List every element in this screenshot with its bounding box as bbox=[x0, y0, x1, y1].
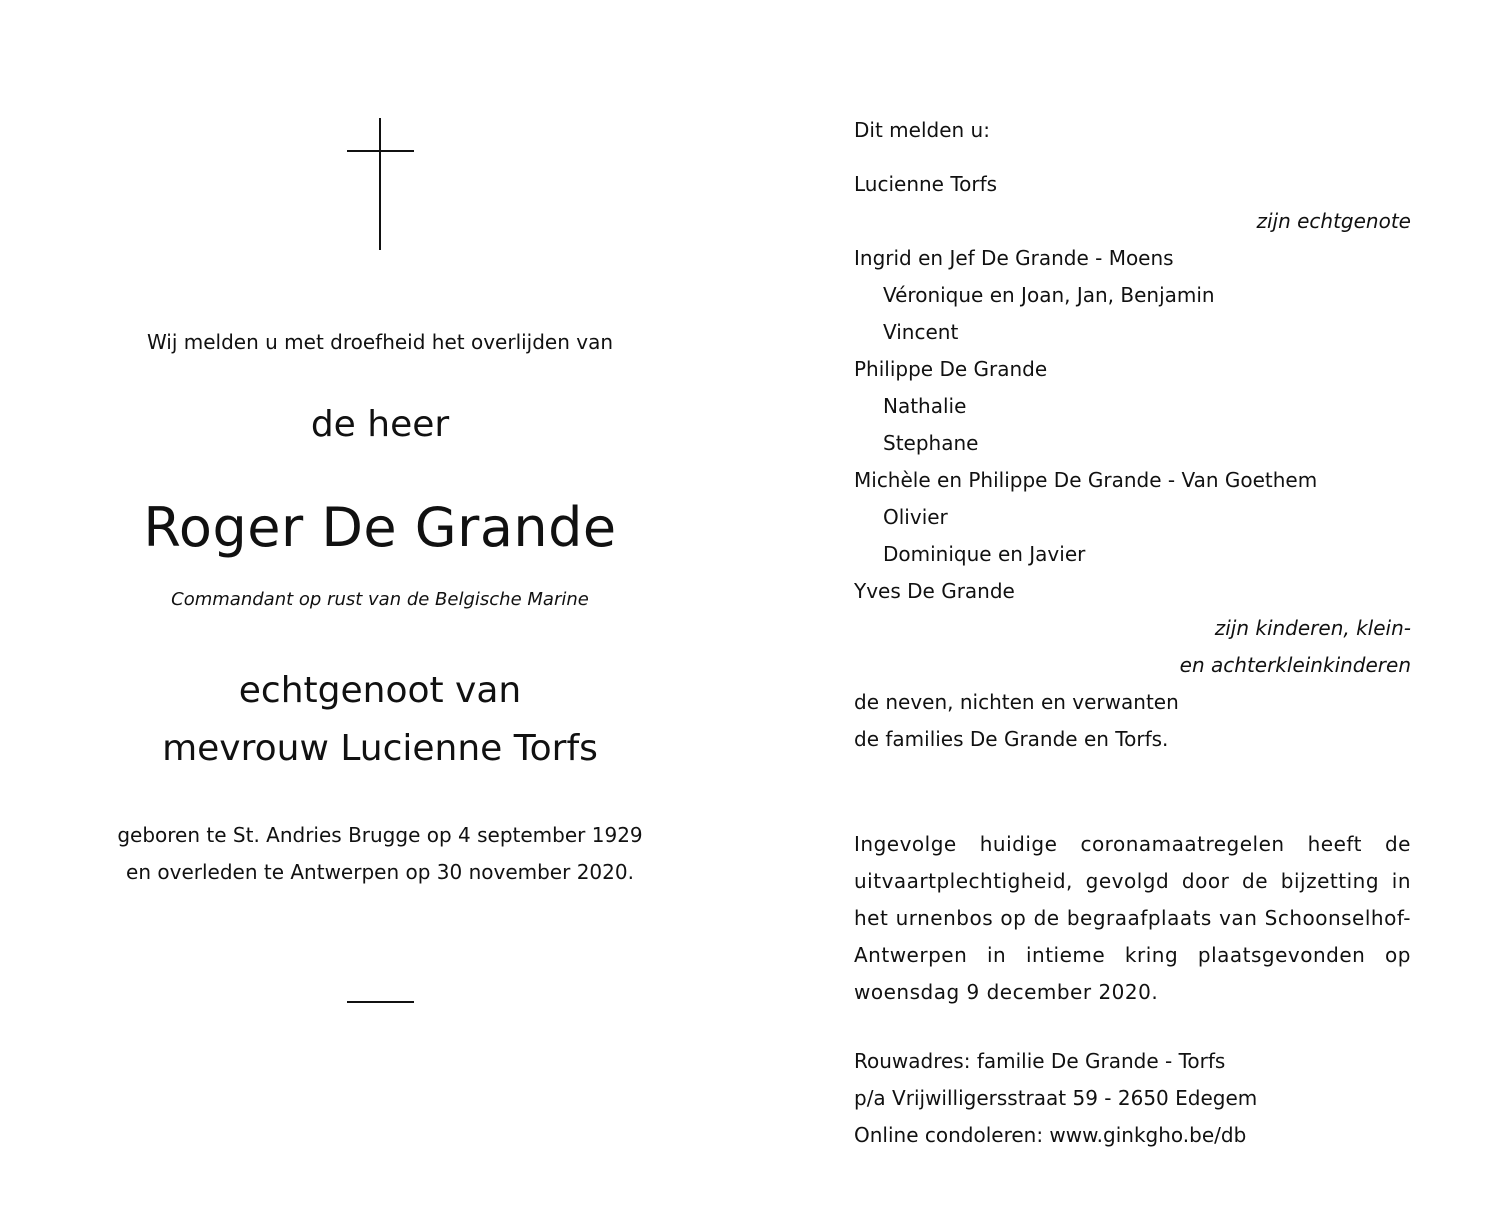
relation-label: zijn kinderen, klein- bbox=[1214, 616, 1411, 640]
cross-vertical-bar bbox=[379, 118, 381, 250]
announcement-intro: Wij melden u met droefheid het overlijden van bbox=[146, 330, 614, 354]
family-member: Vincent bbox=[883, 320, 959, 344]
family-member: Olivier bbox=[883, 505, 948, 529]
birth-line: geboren te St. Andries Brugge op 4 september 1929 bbox=[117, 823, 643, 847]
spouse-line-1: echtgenoot van bbox=[238, 670, 522, 711]
family-member: Véronique en Joan, Jan, Benjamin bbox=[883, 283, 1215, 307]
family-intro: Dit melden u: bbox=[854, 118, 990, 142]
family-member: Nathalie bbox=[883, 394, 967, 418]
life-dates bbox=[60, 817, 700, 891]
family-member: Lucienne Torfs bbox=[854, 172, 998, 196]
address-line-2: p/a Vrijwilligersstraat 59 - 2650 Edegem bbox=[854, 1086, 1258, 1110]
mourning-address bbox=[854, 1043, 1411, 1154]
death-line: en overleden te Antwerpen op 30 november 2020. bbox=[126, 860, 634, 884]
spouse-line-2: mevrouw Lucienne Torfs bbox=[162, 728, 598, 769]
family-member: Stephane bbox=[883, 431, 979, 455]
deceased-title: Commandant op rust van de Belgische Marine bbox=[171, 589, 589, 610]
spouse-block bbox=[60, 662, 700, 778]
family-list bbox=[854, 170, 1411, 762]
deceased-name: Roger De Grande bbox=[143, 496, 617, 559]
family-member: Philippe De Grande bbox=[854, 357, 1048, 381]
salutation: de heer bbox=[310, 404, 450, 445]
family-member: Ingrid en Jef De Grande - Moens bbox=[854, 246, 1174, 270]
family-member: Yves De Grande bbox=[854, 579, 1015, 603]
relation-label: en achterkleinkinderen bbox=[1179, 653, 1411, 677]
funeral-note: Ingevolge huidige coronamaatregelen heeft de uitvaartplechtigheid, gevolgd door de bijzetting in het urnenbos op de begraafplaats van Schoonselhof-Antwerpen in intieme kring plaatsgevonden op woensdag 9 december 2020. bbox=[854, 832, 1411, 1004]
cross-horizontal-bar bbox=[347, 150, 414, 152]
address-line-1: Rouwadres: familie De Grande - Torfs bbox=[854, 1049, 1226, 1073]
address-line-3: Online condoleren: www.ginkgho.be/db bbox=[854, 1123, 1247, 1147]
relation-label: zijn echtgenote bbox=[1256, 209, 1411, 233]
family-member: de families De Grande en Torfs. bbox=[854, 727, 1169, 751]
family-member: Michèle en Philippe De Grande - Van Goethem bbox=[854, 468, 1318, 492]
family-member: Dominique en Javier bbox=[883, 542, 1086, 566]
family-member: de neven, nichten en verwanten bbox=[854, 690, 1179, 714]
closing-rule bbox=[347, 1001, 414, 1003]
